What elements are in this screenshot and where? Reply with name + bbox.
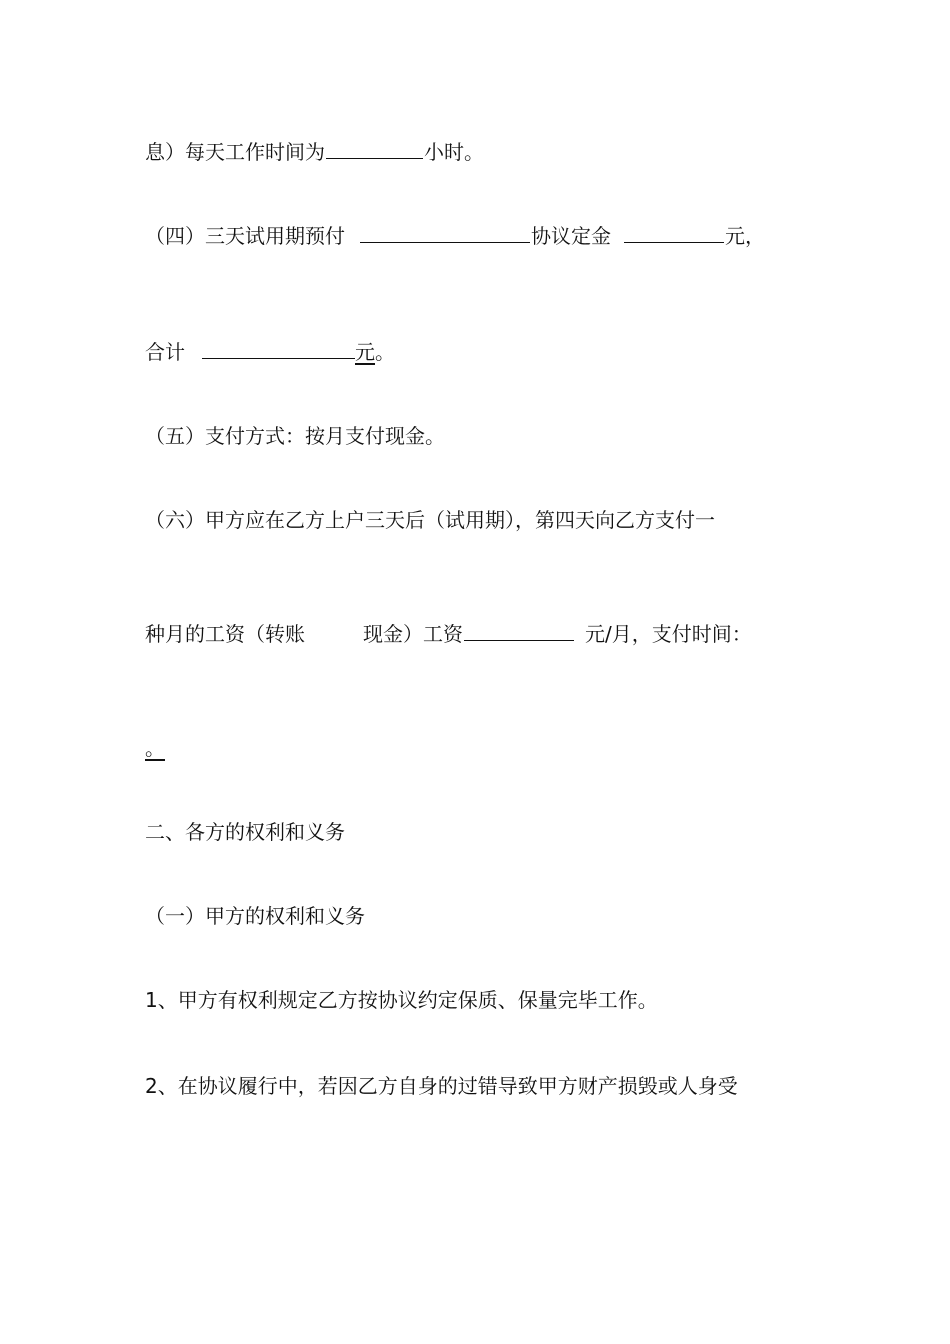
trial-prepay-line: [145, 222, 765, 250]
deposit-unit: 元，: [725, 224, 765, 248]
clause-item-1: 1、甲方有权利规定乙方按协议约定保质、保量完毕工作。: [145, 988, 658, 1012]
wage-type-text: 种月的工资（转账: [145, 622, 305, 646]
total-end: 。: [375, 340, 395, 364]
wage-blank[interactable]: [464, 620, 574, 641]
work-hours-blank[interactable]: [326, 138, 423, 159]
total-label: 合计: [145, 340, 185, 364]
deposit-blank[interactable]: [624, 222, 724, 243]
work-hours-line: [145, 138, 484, 166]
work-hours-text: 息）每天工作时间为: [145, 140, 325, 164]
clause-item-2: 2、在协议履行中，若因乙方自身的过错导致甲方财产损毁或人身受: [145, 1074, 738, 1098]
total-unit: 元: [355, 340, 375, 364]
trial-prepay-blank[interactable]: [360, 222, 530, 243]
work-hours-unit: 小时。: [424, 140, 484, 164]
payment-clause-line: （六）甲方应在乙方上户三天后（试用期），第四天向乙方支付一: [145, 508, 715, 532]
total-line: [145, 338, 395, 366]
total-blank[interactable]: [202, 338, 355, 359]
payment-time-end: 。: [145, 736, 165, 760]
wage-label: 现金）工资: [363, 622, 463, 646]
section-heading: 二、各方的权利和义务: [145, 820, 345, 844]
trial-prepay-text: （四）三天试用期预付: [145, 224, 345, 248]
monthly-wage-line: [145, 620, 752, 648]
wage-unit-time: 元/月，支付时间：: [585, 622, 752, 646]
payment-method-line: （五）支付方式：按月支付现金。: [145, 424, 445, 448]
subsection-heading: （一）甲方的权利和义务: [145, 904, 365, 928]
deposit-label: 协议定金: [531, 224, 611, 248]
